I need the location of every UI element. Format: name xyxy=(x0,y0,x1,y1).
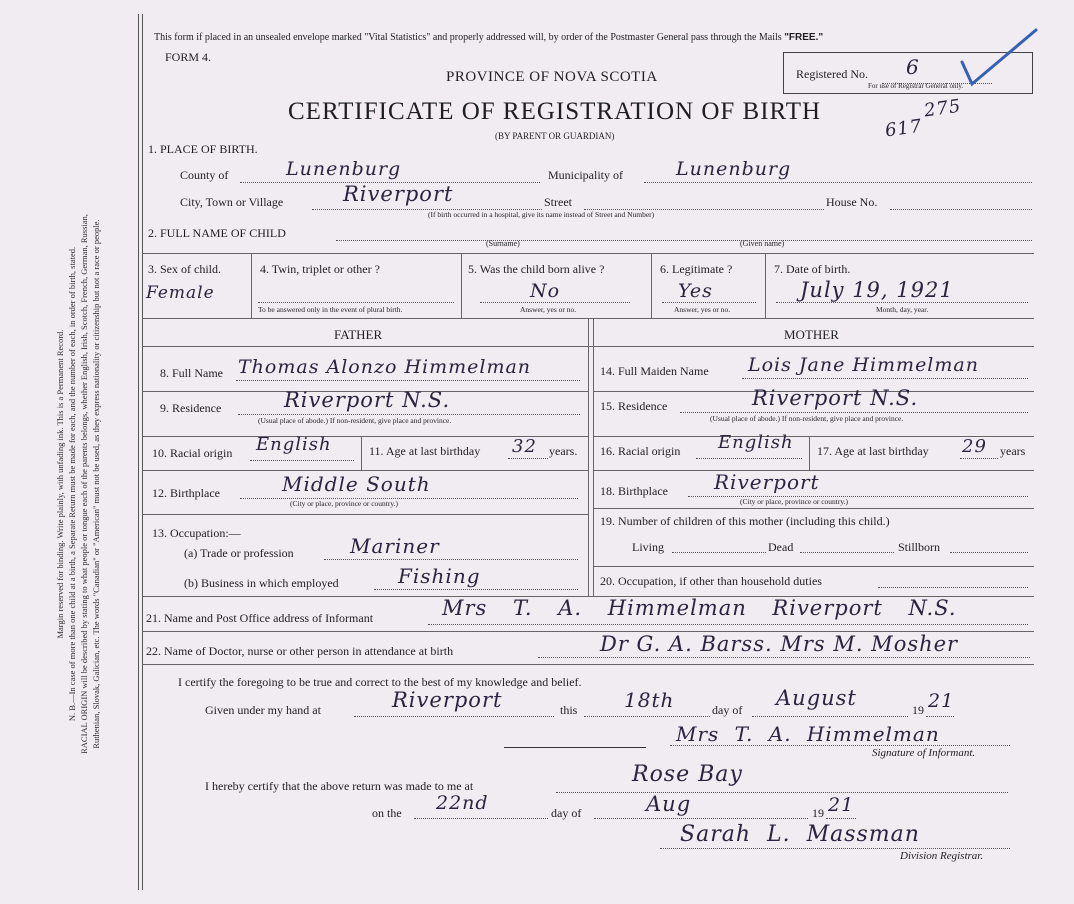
registrar-signature: Sarah L. Massman xyxy=(680,822,920,847)
alive-value: No xyxy=(530,280,561,302)
county-value: Lunenburg xyxy=(286,158,402,180)
father-age-label: 11. Age at last birthday xyxy=(369,444,481,458)
margin-note-2: N. B.—In case of more than one child at a birth, a Separate Return must be made for each, and the number of each, in order of birth, stated. xyxy=(67,246,77,722)
mother-birthplace-value: Riverport xyxy=(714,470,820,494)
mother-name-value: Lois Jane Himmelman xyxy=(748,354,979,376)
return-day-value: 22nd xyxy=(436,792,489,814)
stamp-number-b: 275 xyxy=(922,95,963,122)
return-text: I hereby certify that the above return was made to me at xyxy=(205,779,474,793)
mother-residence-value: Riverport N.S. xyxy=(752,386,919,410)
given-day-value: 18th xyxy=(624,688,675,712)
date-label: 7. Date of birth. xyxy=(774,262,851,276)
registrar-caption: Division Registrar. xyxy=(900,850,984,862)
father-birthplace-value: Middle South xyxy=(282,472,431,496)
given-year-prefix: 19 xyxy=(912,703,924,717)
return-year-prefix: 19 xyxy=(812,806,824,820)
certify-text: I certify the foregoing to be true and correct to the best of my knowledge and belief. xyxy=(178,675,582,689)
father-racial-label: 10. Racial origin xyxy=(152,446,233,460)
margin-notes xyxy=(54,104,102,864)
date-value: July 19, 1921 xyxy=(800,278,954,302)
mother-age-value: 29 xyxy=(962,436,987,457)
stamp-number-a: 617 xyxy=(883,115,924,142)
sex-value: Female xyxy=(146,283,215,303)
binding-margin-line-2 xyxy=(142,14,143,890)
province-heading: PROVINCE OF NOVA SCOTIA xyxy=(446,69,658,85)
mother-children-label: 19. Number of children of this mother (including this child.) xyxy=(600,514,890,528)
certificate-subtitle: (BY PARENT OR GUARDIAN) xyxy=(495,131,615,141)
father-name-value: Thomas Alonzo Himmelman xyxy=(238,356,532,378)
county-label: County of xyxy=(180,168,229,182)
father-business-label: (b) Business in which employed xyxy=(184,576,339,590)
father-business-value: Fishing xyxy=(398,564,481,588)
mother-heading: MOTHER xyxy=(784,327,839,342)
mother-residence-note: (Usual place of abode.) If non-resident, give place and province. xyxy=(710,414,904,423)
father-trade-label: (a) Trade or profession xyxy=(184,546,294,560)
street-label: Street xyxy=(544,195,572,209)
date-note: Month, day, year. xyxy=(876,305,929,314)
blue-check-icon xyxy=(958,28,1038,96)
given-month-value: August xyxy=(776,686,857,710)
return-place-value: Rose Bay xyxy=(632,762,743,787)
registered-label: Registered No. xyxy=(796,67,868,81)
living-label: Living xyxy=(632,540,664,554)
informant-signature-caption: Signature of Informant. xyxy=(872,747,976,759)
informant-signature: Mrs T. A. Himmelman xyxy=(676,722,940,746)
form-number: FORM 4. xyxy=(165,50,212,64)
child-name-label: 2. FULL NAME OF CHILD xyxy=(148,226,286,240)
municipality-value: Lunenburg xyxy=(676,158,792,180)
mother-racial-value: English xyxy=(718,432,794,453)
sex-label: 3. Sex of child. xyxy=(148,262,221,276)
certificate-title: CERTIFICATE OF REGISTRATION OF BIRTH xyxy=(288,98,822,125)
house-no-label: House No. xyxy=(826,195,878,209)
return-year-value: 21 xyxy=(828,794,855,816)
city-value: Riverport xyxy=(343,182,454,206)
attendant-value: Dr G. A. Barss. Mrs M. Mosher xyxy=(600,632,959,656)
mail-notice: This form if placed in an unsealed envelope marked "Vital Statistics" and properly addressed will, by order of the Postmaster General pass through the Mails "FREE." xyxy=(154,32,824,43)
mother-residence-label: 15. Residence xyxy=(600,399,668,413)
given-name-note: (Given name) xyxy=(740,239,785,248)
mother-name-label: 14. Full Maiden Name xyxy=(600,364,709,378)
legitimate-note: Answer, yes or no. xyxy=(674,305,731,314)
father-name-label: 8. Full Name xyxy=(160,366,223,380)
informant-value: Mrs T. A. Himmelman Riverport N.S. xyxy=(442,596,957,620)
return-month-value: Aug xyxy=(646,792,692,816)
place-section-label: 1. PLACE OF BIRTH. xyxy=(148,142,258,156)
this-label: this xyxy=(560,703,578,717)
margin-note-4: Ruthenian, Slovak, Galician, etc. The words "Canadian" or "American" must not be used, as they express nationality or citizenship but not a race or people. xyxy=(91,219,101,749)
father-residence-label: 9. Residence xyxy=(160,401,222,415)
mother-birthplace-note: (City or place, province or country.) xyxy=(740,497,849,506)
father-racial-value: English xyxy=(256,434,332,455)
mother-racial-label: 16. Racial origin xyxy=(600,444,681,458)
informant-label: 21. Name and Post Office address of Informant xyxy=(146,611,374,625)
alive-label: 5. Was the child born alive ? xyxy=(468,262,605,276)
registrar-use-note: For use of Registrar General only. xyxy=(868,82,964,90)
margin-note-3: RACIAL ORIGIN will be described by stating to what people or tongue each of the parents belongs, whether English, Irish, Scotch, French, German, Russian, xyxy=(79,214,89,754)
mother-birthplace-label: 18. Birthplace xyxy=(600,484,668,498)
twin-label: 4. Twin, triplet or other ? xyxy=(260,262,380,276)
given-under-label: Given under my hand at xyxy=(205,703,321,717)
stillborn-label: Stillborn xyxy=(898,540,941,554)
mother-occupation-label: 20. Occupation, if other than household duties xyxy=(600,574,822,588)
mother-age-label: 17. Age at last birthday xyxy=(817,444,929,458)
father-age-unit: years. xyxy=(549,444,578,458)
father-age-value: 32 xyxy=(512,436,537,457)
father-birthplace-label: 12. Birthplace xyxy=(152,486,220,500)
hospital-note: (If birth occurred in a hospital, give its name instead of Street and Number) xyxy=(428,210,655,219)
father-occupation-label: 13. Occupation:— xyxy=(152,526,241,540)
given-day-of-label: day of xyxy=(712,703,743,717)
twin-note: To be answered only in the event of plural birth. xyxy=(258,305,403,314)
father-trade-value: Mariner xyxy=(350,534,440,558)
father-birthplace-note: (City or place, province or country.) xyxy=(290,499,399,508)
father-residence-note: (Usual place of abode.) If non-resident, give place and province. xyxy=(258,416,452,425)
city-label: City, Town or Village xyxy=(180,195,284,209)
return-day-of-label: day of xyxy=(551,806,582,820)
municipality-label: Municipality of xyxy=(548,168,623,182)
legitimate-label: 6. Legitimate ? xyxy=(660,262,733,276)
free-label: "FREE." xyxy=(784,32,824,43)
dead-label: Dead xyxy=(768,540,794,554)
given-place-value: Riverport xyxy=(392,688,503,712)
margin-note-1: Margin reserved for binding. Write plainly, with unfading ink. This is a Permanent Record. xyxy=(55,329,65,639)
surname-note: (Surname) xyxy=(486,239,520,248)
alive-note: Answer, yes or no. xyxy=(520,305,577,314)
binding-margin-line xyxy=(138,14,139,890)
on-the-label: on the xyxy=(372,806,402,820)
father-heading: FATHER xyxy=(334,327,383,342)
registered-value: 6 xyxy=(906,55,920,79)
mother-age-unit: years xyxy=(1000,444,1026,458)
legitimate-value: Yes xyxy=(678,280,713,302)
attendant-label: 22. Name of Doctor, nurse or other person in attendance at birth xyxy=(146,644,454,658)
father-residence-value: Riverport N.S. xyxy=(284,388,451,412)
given-year-value: 21 xyxy=(928,690,955,712)
